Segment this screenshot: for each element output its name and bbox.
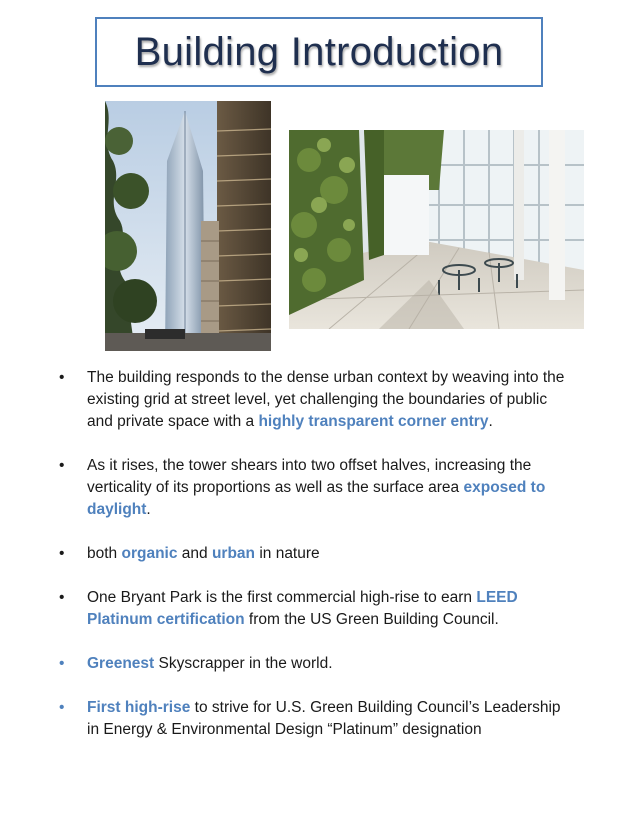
title-box: [95, 17, 543, 87]
bullet-text: in nature: [255, 545, 320, 562]
page-title: Building Introduction: [134, 29, 504, 74]
highlighted-text: LEED Platinum certification: [87, 589, 518, 628]
atrium-photo: [289, 130, 584, 329]
bullet-text: and: [177, 545, 212, 562]
bullet-text: both: [87, 545, 122, 562]
tower-photo: [105, 101, 271, 351]
bullet-dot: •: [59, 457, 65, 474]
bullet-text: .: [146, 501, 151, 518]
bullet-dot: •: [59, 369, 65, 386]
bullet-item: [57, 697, 572, 741]
bullet-text: Skyscrapper in the world.: [154, 655, 333, 672]
bullet-dot: •: [59, 589, 65, 606]
bullet-dot: •: [59, 545, 65, 562]
bullet-item: [57, 653, 572, 675]
bullet-list: [57, 367, 572, 763]
bullet-item: [57, 587, 572, 631]
highlighted-text: organic: [121, 545, 178, 562]
bullet-dot: •: [59, 699, 65, 716]
bullet-item: [57, 367, 572, 433]
bullet-item: [57, 455, 572, 521]
bullet-text: The building responds to the dense urban context by weaving into the existing grid at street level, yet challenging the boundaries of public and private space with a: [87, 369, 565, 430]
bullet-text: to strive for U.S. Green Building Council’s Leadership in Energy & Environmental Design “Platinum” designation: [87, 699, 561, 738]
bullet-text: As it rises, the tower shears into two offset halves, increasing the verticality of its proportions as well as the surface area: [87, 457, 532, 496]
highlighted-text: Greenest: [87, 655, 155, 672]
bullet-dot: •: [59, 655, 65, 672]
bullet-item: [57, 543, 572, 565]
highlighted-text: exposed to daylight: [87, 479, 546, 518]
bullet-text: from the US Green Building Council.: [244, 611, 499, 628]
highlighted-text: urban: [211, 545, 256, 562]
highlighted-text: highly transparent corner entry: [258, 413, 489, 430]
bullet-text: One Bryant Park is the first commercial high-rise to earn: [87, 589, 477, 606]
bullet-text: .: [488, 413, 493, 430]
highlighted-text: First high-rise: [87, 699, 191, 716]
